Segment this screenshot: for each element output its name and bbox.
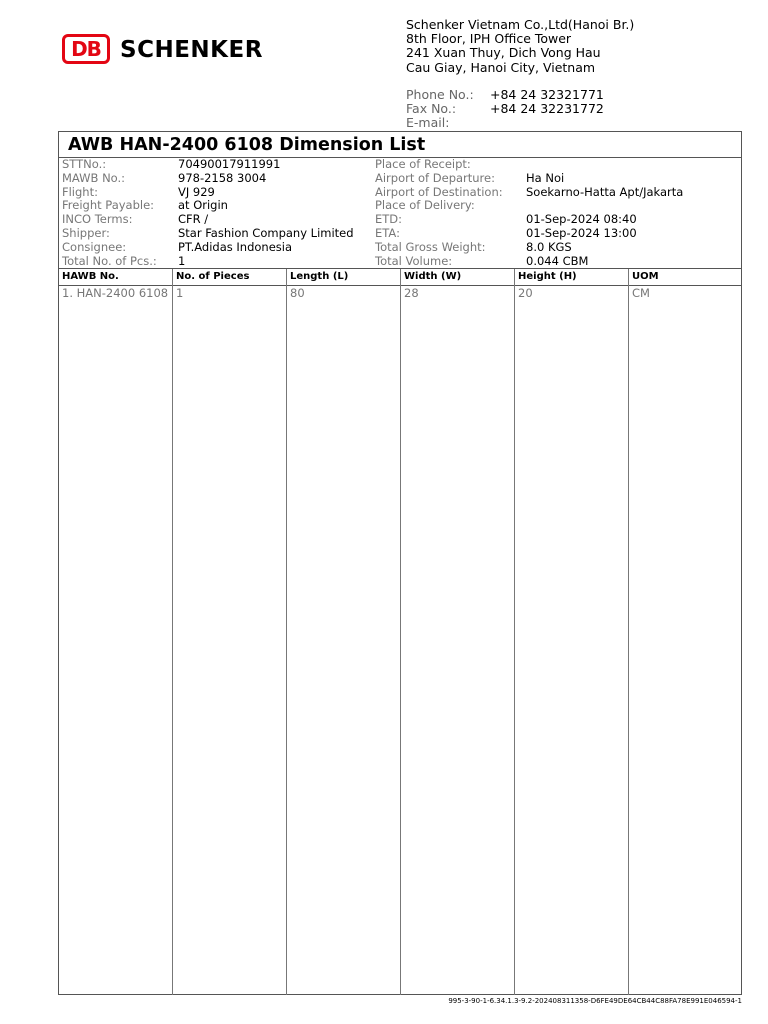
column-header-uom: UOM — [632, 271, 659, 282]
info-label: INCO Terms: — [62, 212, 133, 227]
info-label: Place of Delivery: — [375, 198, 475, 213]
info-label: Airport of Departure: — [375, 170, 495, 185]
column-divider — [514, 269, 515, 995]
phone-row — [406, 88, 604, 102]
company-address — [406, 18, 634, 75]
right-info-labels — [375, 158, 503, 268]
info-label: Total No. of Pcs.: — [62, 253, 157, 268]
fax-row — [406, 102, 604, 116]
column-header-width: Width (W) — [404, 271, 462, 282]
address-line: Cau Giay, Hanoi City, Vietnam — [406, 59, 596, 75]
info-label: MAWB No.: — [62, 170, 126, 185]
left-info-values — [178, 158, 354, 268]
info-label: Flight: — [62, 184, 98, 199]
info-label: Shipper: — [62, 225, 110, 240]
info-value: Ha Noi — [526, 170, 565, 185]
cell-pieces: 1 — [176, 286, 184, 300]
cell-width: 28 — [404, 286, 419, 300]
cell-hawb-no: 1. HAN-2400 6108 — [62, 286, 169, 300]
info-value — [526, 199, 683, 213]
info-value: 0.044 CBM — [526, 253, 589, 268]
document-footer-code: 995-3-90-1-6.34.1.3-9.2-202408311358-D6FE49DE64CB44C88FA78E991E046594-1 — [448, 997, 742, 1005]
info-label: Total Gross Weight: — [375, 239, 486, 254]
email-label: E-mail: — [406, 115, 450, 131]
info-value: 978-2158 3004 — [178, 170, 267, 185]
column-divider — [628, 269, 629, 995]
phone-label: Phone No.: — [406, 87, 474, 102]
email-row — [406, 116, 604, 130]
info-label: Airport of Destination: — [375, 184, 503, 199]
address-line: 241 Xuan Thuy, Dich Vong Hau — [406, 45, 601, 61]
column-header-height: Height (H) — [518, 271, 577, 282]
info-label: Place of Receipt: — [375, 157, 471, 171]
brand-name: SCHENKER — [120, 37, 263, 63]
page-title: AWB HAN-2400 6108 Dimension List — [68, 135, 426, 155]
info-value: VJ 929 — [178, 184, 215, 199]
cell-uom: CM — [632, 286, 650, 300]
info-value: at Origin — [178, 198, 228, 213]
info-value: Star Fashion Company Limited — [178, 225, 354, 240]
cell-height: 20 — [518, 286, 533, 300]
info-label: Total Volume: — [375, 253, 453, 268]
db-logo-badge: DB — [62, 34, 110, 64]
info-label: ETD: — [375, 212, 403, 227]
column-header-length: Length (L) — [290, 271, 349, 282]
info-value: CFR / — [178, 212, 209, 227]
phone-value: +84 24 32321771 — [490, 87, 604, 102]
column-header-hawb: HAWB No. — [62, 271, 119, 282]
info-label: Freight Payable: — [62, 198, 155, 213]
info-value: 1 — [178, 253, 186, 268]
info-value: Soekarno-Hatta Apt/Jakarta — [526, 184, 684, 199]
cell-length: 80 — [290, 286, 305, 300]
info-value: 8.0 KGS — [526, 239, 572, 254]
info-value: 01-Sep-2024 13:00 — [526, 225, 637, 240]
column-divider — [400, 269, 401, 995]
info-value: PT.Adidas Indonesia — [178, 239, 293, 254]
address-line: 8th Floor, IPH Office Tower — [406, 31, 572, 47]
info-label: Consignee: — [62, 239, 127, 254]
column-header-pieces: No. of Pieces — [176, 271, 250, 282]
left-info-labels — [62, 158, 157, 268]
info-value — [526, 158, 683, 172]
fax-value: +84 24 32231772 — [490, 101, 604, 117]
column-divider — [286, 269, 287, 995]
info-value: 70490017911991 — [178, 157, 281, 171]
info-label: ETA: — [375, 225, 400, 240]
info-value: 01-Sep-2024 08:40 — [526, 212, 637, 227]
column-divider — [172, 269, 173, 995]
right-info-values — [526, 158, 683, 268]
address-line: Schenker Vietnam Co.,Ltd(Hanoi Br.) — [406, 17, 635, 32]
info-label: STTNo.: — [62, 157, 107, 171]
fax-label: Fax No.: — [406, 101, 457, 117]
company-contact — [406, 88, 604, 131]
